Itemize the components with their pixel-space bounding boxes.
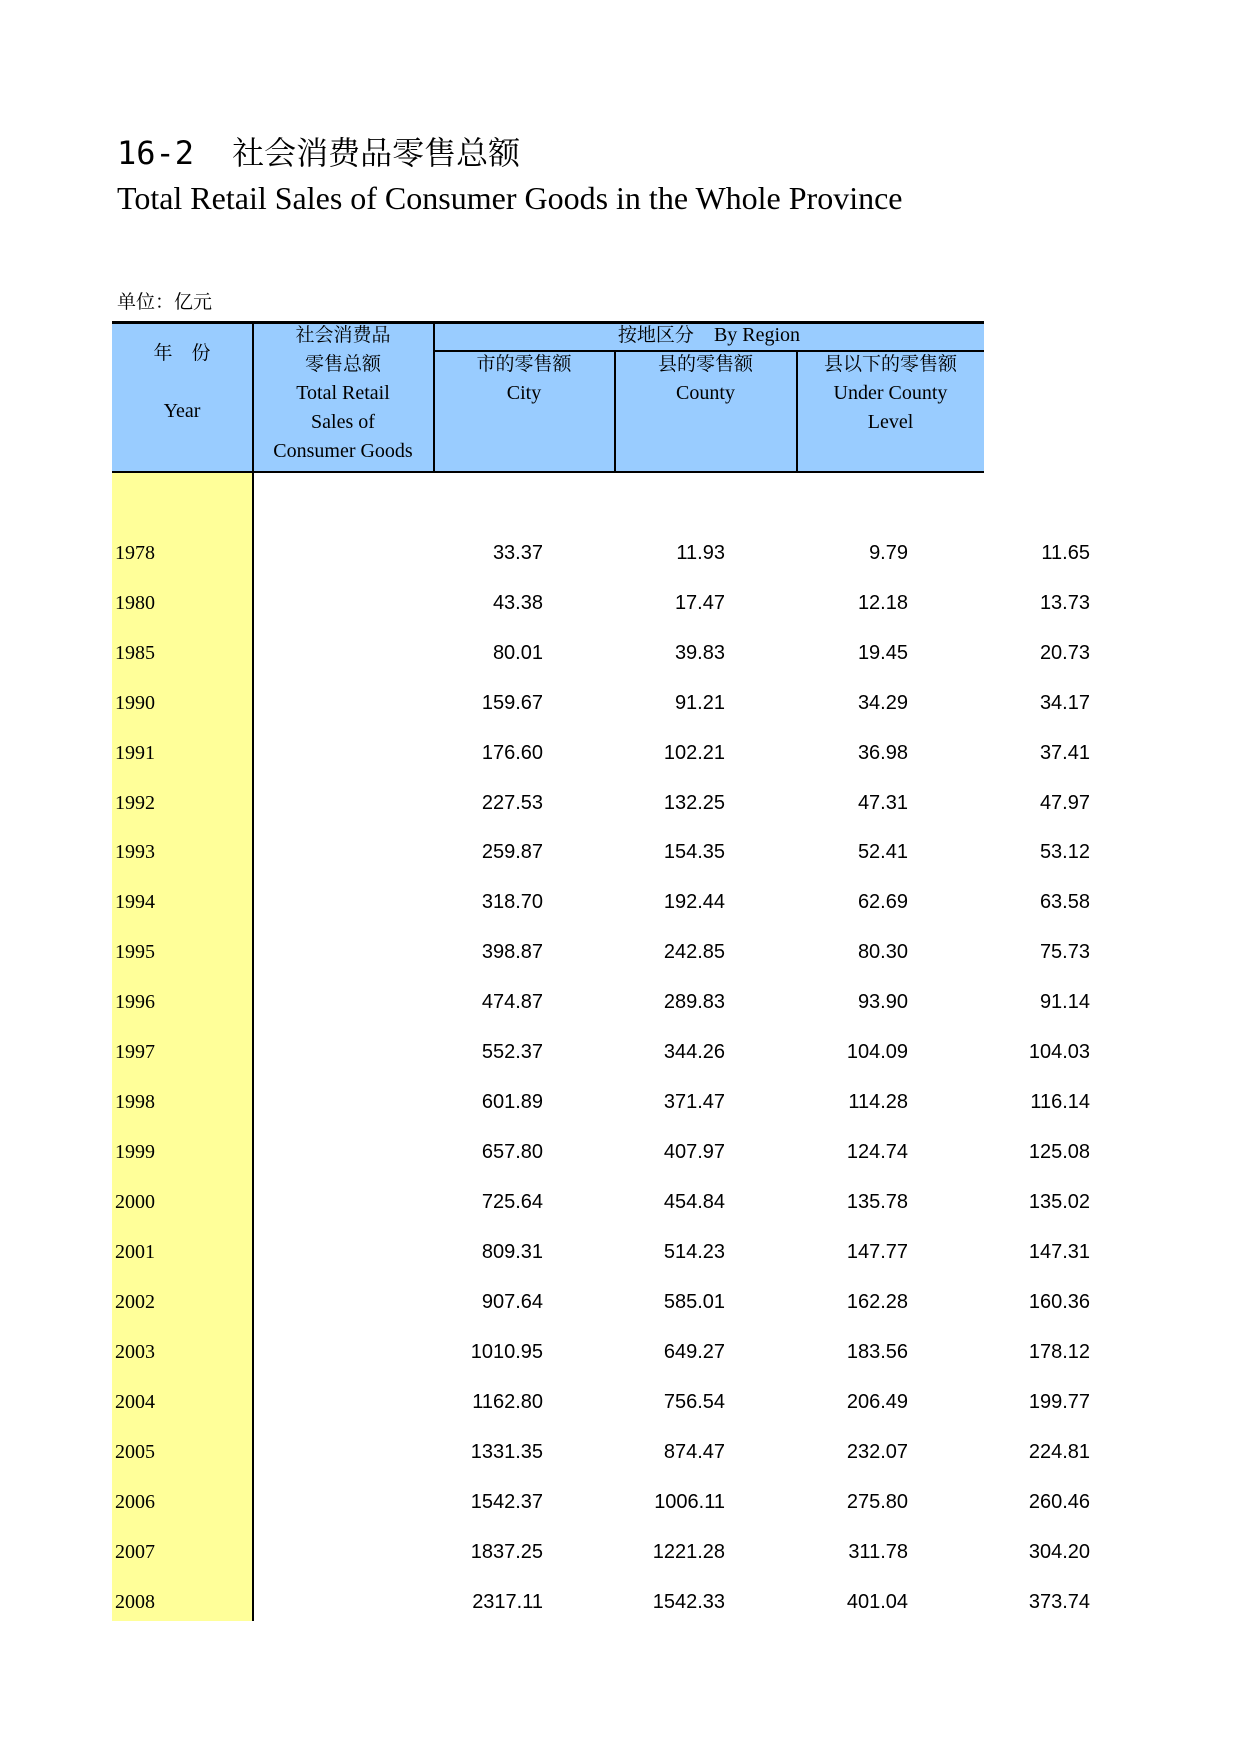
cell-under-county: 160.36 [1028,1291,1090,1313]
cell-under-county: 20.73 [1039,642,1090,664]
cell-year: 1998 [115,1091,155,1113]
cell-city: 756.54 [663,1391,725,1413]
cell-county: 62.69 [857,891,908,913]
header-region-en: By Region [713,324,801,346]
cell-county: 47.31 [857,792,908,814]
header-total-cn-2: 零售总额 [304,353,381,375]
cell-county: 19.45 [857,642,908,664]
cell-city: 1542.33 [652,1591,725,1613]
cell-year: 2003 [115,1341,155,1363]
cell-city: 874.47 [663,1441,725,1463]
header-city-en: City [506,382,542,404]
header-city-cn: 市的零售额 [476,353,572,375]
cell-total: 1837.25 [470,1541,543,1563]
cell-total: 33.37 [492,542,543,564]
cell-year: 1999 [115,1141,155,1163]
cell-county: 183.56 [846,1341,908,1363]
unit-label: 单位：亿元 [117,291,213,313]
cell-under-county: 34.17 [1039,692,1090,714]
cell-county: 311.78 [848,1541,908,1563]
cell-year: 1997 [115,1041,155,1063]
cell-city: 102.21 [663,742,725,764]
cell-under-county: 199.77 [1028,1391,1090,1413]
cell-county: 147.77 [846,1241,908,1263]
header-under-county [797,350,984,437]
cell-total: 725.64 [481,1191,543,1213]
cell-year: 2006 [115,1491,155,1513]
cell-year: 1990 [115,692,155,714]
cell-under-county: 11.65 [1041,542,1090,564]
cell-under-county: 104.03 [1028,1041,1090,1063]
header-year-en: Year [163,400,201,422]
table-row [112,1527,1090,1577]
cell-under-county: 75.73 [1039,941,1090,963]
cell-year: 1992 [115,792,155,814]
cell-county: 104.09 [846,1041,908,1063]
cell-under-county: 37.41 [1039,742,1090,764]
cell-under-county: 116.14 [1030,1091,1090,1113]
cell-year: 2007 [115,1541,155,1563]
cell-total: 176.60 [481,742,543,764]
header-total [253,321,433,466]
cell-year: 2001 [115,1241,155,1263]
table-row [112,528,1090,578]
table-row [112,1127,1090,1177]
table-row [112,1327,1090,1377]
cell-city: 154.35 [663,841,725,863]
cell-county: 135.78 [846,1191,908,1213]
cell-under-county: 178.12 [1028,1341,1090,1363]
header-county-cn: 县的零售额 [657,353,753,375]
cell-year: 2005 [115,1441,155,1463]
header-region-cn: 按地区分 [617,324,694,346]
cell-county: 80.30 [857,941,908,963]
table-row [112,1077,1090,1127]
cell-year: 1985 [115,642,155,664]
header-year [112,339,252,426]
cell-year: 2008 [115,1591,155,1613]
cell-city: 371.47 [663,1091,725,1113]
cell-total: 398.87 [481,941,543,963]
cell-city: 454.84 [663,1191,725,1213]
cell-county: 34.29 [857,692,908,714]
header-total-cn-1: 社会消费品 [295,324,391,346]
table-row [112,678,1090,728]
table-row [112,1027,1090,1077]
table-row [112,1577,1090,1627]
cell-under-county: 63.58 [1039,891,1090,913]
cell-city: 1221.28 [652,1541,725,1563]
cell-city: 514.23 [663,1241,725,1263]
header-total-en-2: Sales of [311,411,375,433]
cell-total: 227.53 [481,792,543,814]
header-region [434,321,984,350]
header-county [615,350,796,408]
cell-year: 1995 [115,941,155,963]
table-row [112,628,1090,678]
header-total-en-3: Consumer Goods [273,440,413,462]
cell-city: 192.44 [663,891,725,913]
cell-total: 552.37 [481,1041,543,1063]
cell-year: 2000 [115,1191,155,1213]
cell-city: 407.97 [663,1141,725,1163]
cell-year: 2004 [115,1391,155,1413]
cell-year: 1993 [115,841,155,863]
cell-total: 601.89 [481,1091,543,1113]
header-county-en: County [676,382,735,404]
cell-year: 1996 [115,991,155,1013]
table-row [112,977,1090,1027]
cell-total: 474.87 [481,991,543,1013]
cell-county: 232.07 [846,1441,908,1463]
cell-under-county: 260.46 [1028,1491,1090,1513]
header-under-cn: 县以下的零售额 [823,353,957,375]
header-year-cn: 年 份 [153,342,211,364]
table-row [112,778,1090,828]
cell-under-county: 125.08 [1028,1141,1090,1163]
cell-total: 1331.35 [470,1441,543,1463]
cell-city: 289.83 [663,991,725,1013]
cell-under-county: 47.97 [1039,792,1090,814]
cell-city: 1006.11 [654,1491,725,1513]
cell-city: 17.47 [674,592,725,614]
cell-year: 1978 [115,542,155,564]
table-row [112,1377,1090,1427]
cell-total: 809.31 [481,1241,543,1263]
header-under-en-1: Under County [833,382,948,404]
cell-county: 36.98 [857,742,908,764]
table-row [112,1477,1090,1527]
cell-total: 907.64 [481,1291,543,1313]
cell-county: 124.74 [846,1141,908,1163]
cell-total: 80.01 [492,642,543,664]
cell-total: 159.67 [481,692,543,714]
cell-county: 114.28 [848,1091,908,1113]
cell-under-county: 147.31 [1028,1241,1090,1263]
page-title-en: Total Retail Sales of Consumer Goods in the Whole Province [117,180,903,216]
cell-city: 585.01 [663,1291,725,1313]
cell-total: 259.87 [481,841,543,863]
cell-under-county: 13.73 [1039,592,1090,614]
cell-city: 344.26 [663,1041,725,1063]
table-row [112,1427,1090,1477]
cell-total: 43.38 [492,592,543,614]
header-total-en-1: Total Retail [296,382,390,404]
cell-under-county: 373.74 [1028,1591,1090,1613]
cell-county: 93.90 [857,991,908,1013]
cell-city: 11.93 [676,542,725,564]
table-row [112,827,1090,877]
cell-under-county: 224.81 [1028,1441,1090,1463]
table-row [112,728,1090,778]
cell-city: 132.25 [663,792,725,814]
header-under-en-2: Level [867,411,914,433]
cell-city: 242.85 [663,941,725,963]
cell-county: 12.18 [857,592,908,614]
cell-county: 275.80 [846,1491,908,1513]
cell-county: 9.79 [869,542,908,564]
header-city [434,350,614,408]
table-row [112,1177,1090,1227]
table-number: 16-2 [117,134,195,172]
table-row [112,1277,1090,1327]
cell-year: 1980 [115,592,155,614]
cell-city: 39.83 [674,642,725,664]
cell-county: 52.41 [857,841,908,863]
cell-total: 2317.11 [472,1591,543,1613]
cell-under-county: 135.02 [1028,1191,1090,1213]
cell-total: 657.80 [481,1141,543,1163]
cell-under-county: 304.20 [1028,1541,1090,1563]
cell-year: 1994 [115,891,155,913]
cell-under-county: 53.12 [1039,841,1090,863]
page-title-cn [117,128,520,174]
cell-county: 162.28 [846,1291,908,1313]
cell-under-county: 91.14 [1039,991,1090,1013]
cell-total: 1542.37 [470,1491,543,1513]
table-row [112,578,1090,628]
cell-county: 206.49 [846,1391,908,1413]
table-row [112,877,1090,927]
table-row [112,927,1090,977]
cell-total: 1162.80 [472,1391,543,1413]
cell-city: 649.27 [663,1341,725,1363]
cell-year: 1991 [115,742,155,764]
title-cn-text: 社会消费品零售总额 [232,134,521,172]
cell-year: 2002 [115,1291,155,1313]
cell-county: 401.04 [846,1591,908,1613]
cell-total: 1010.95 [470,1341,543,1363]
cell-total: 318.70 [481,891,543,913]
table-row [112,1227,1090,1277]
cell-city: 91.21 [674,692,725,714]
